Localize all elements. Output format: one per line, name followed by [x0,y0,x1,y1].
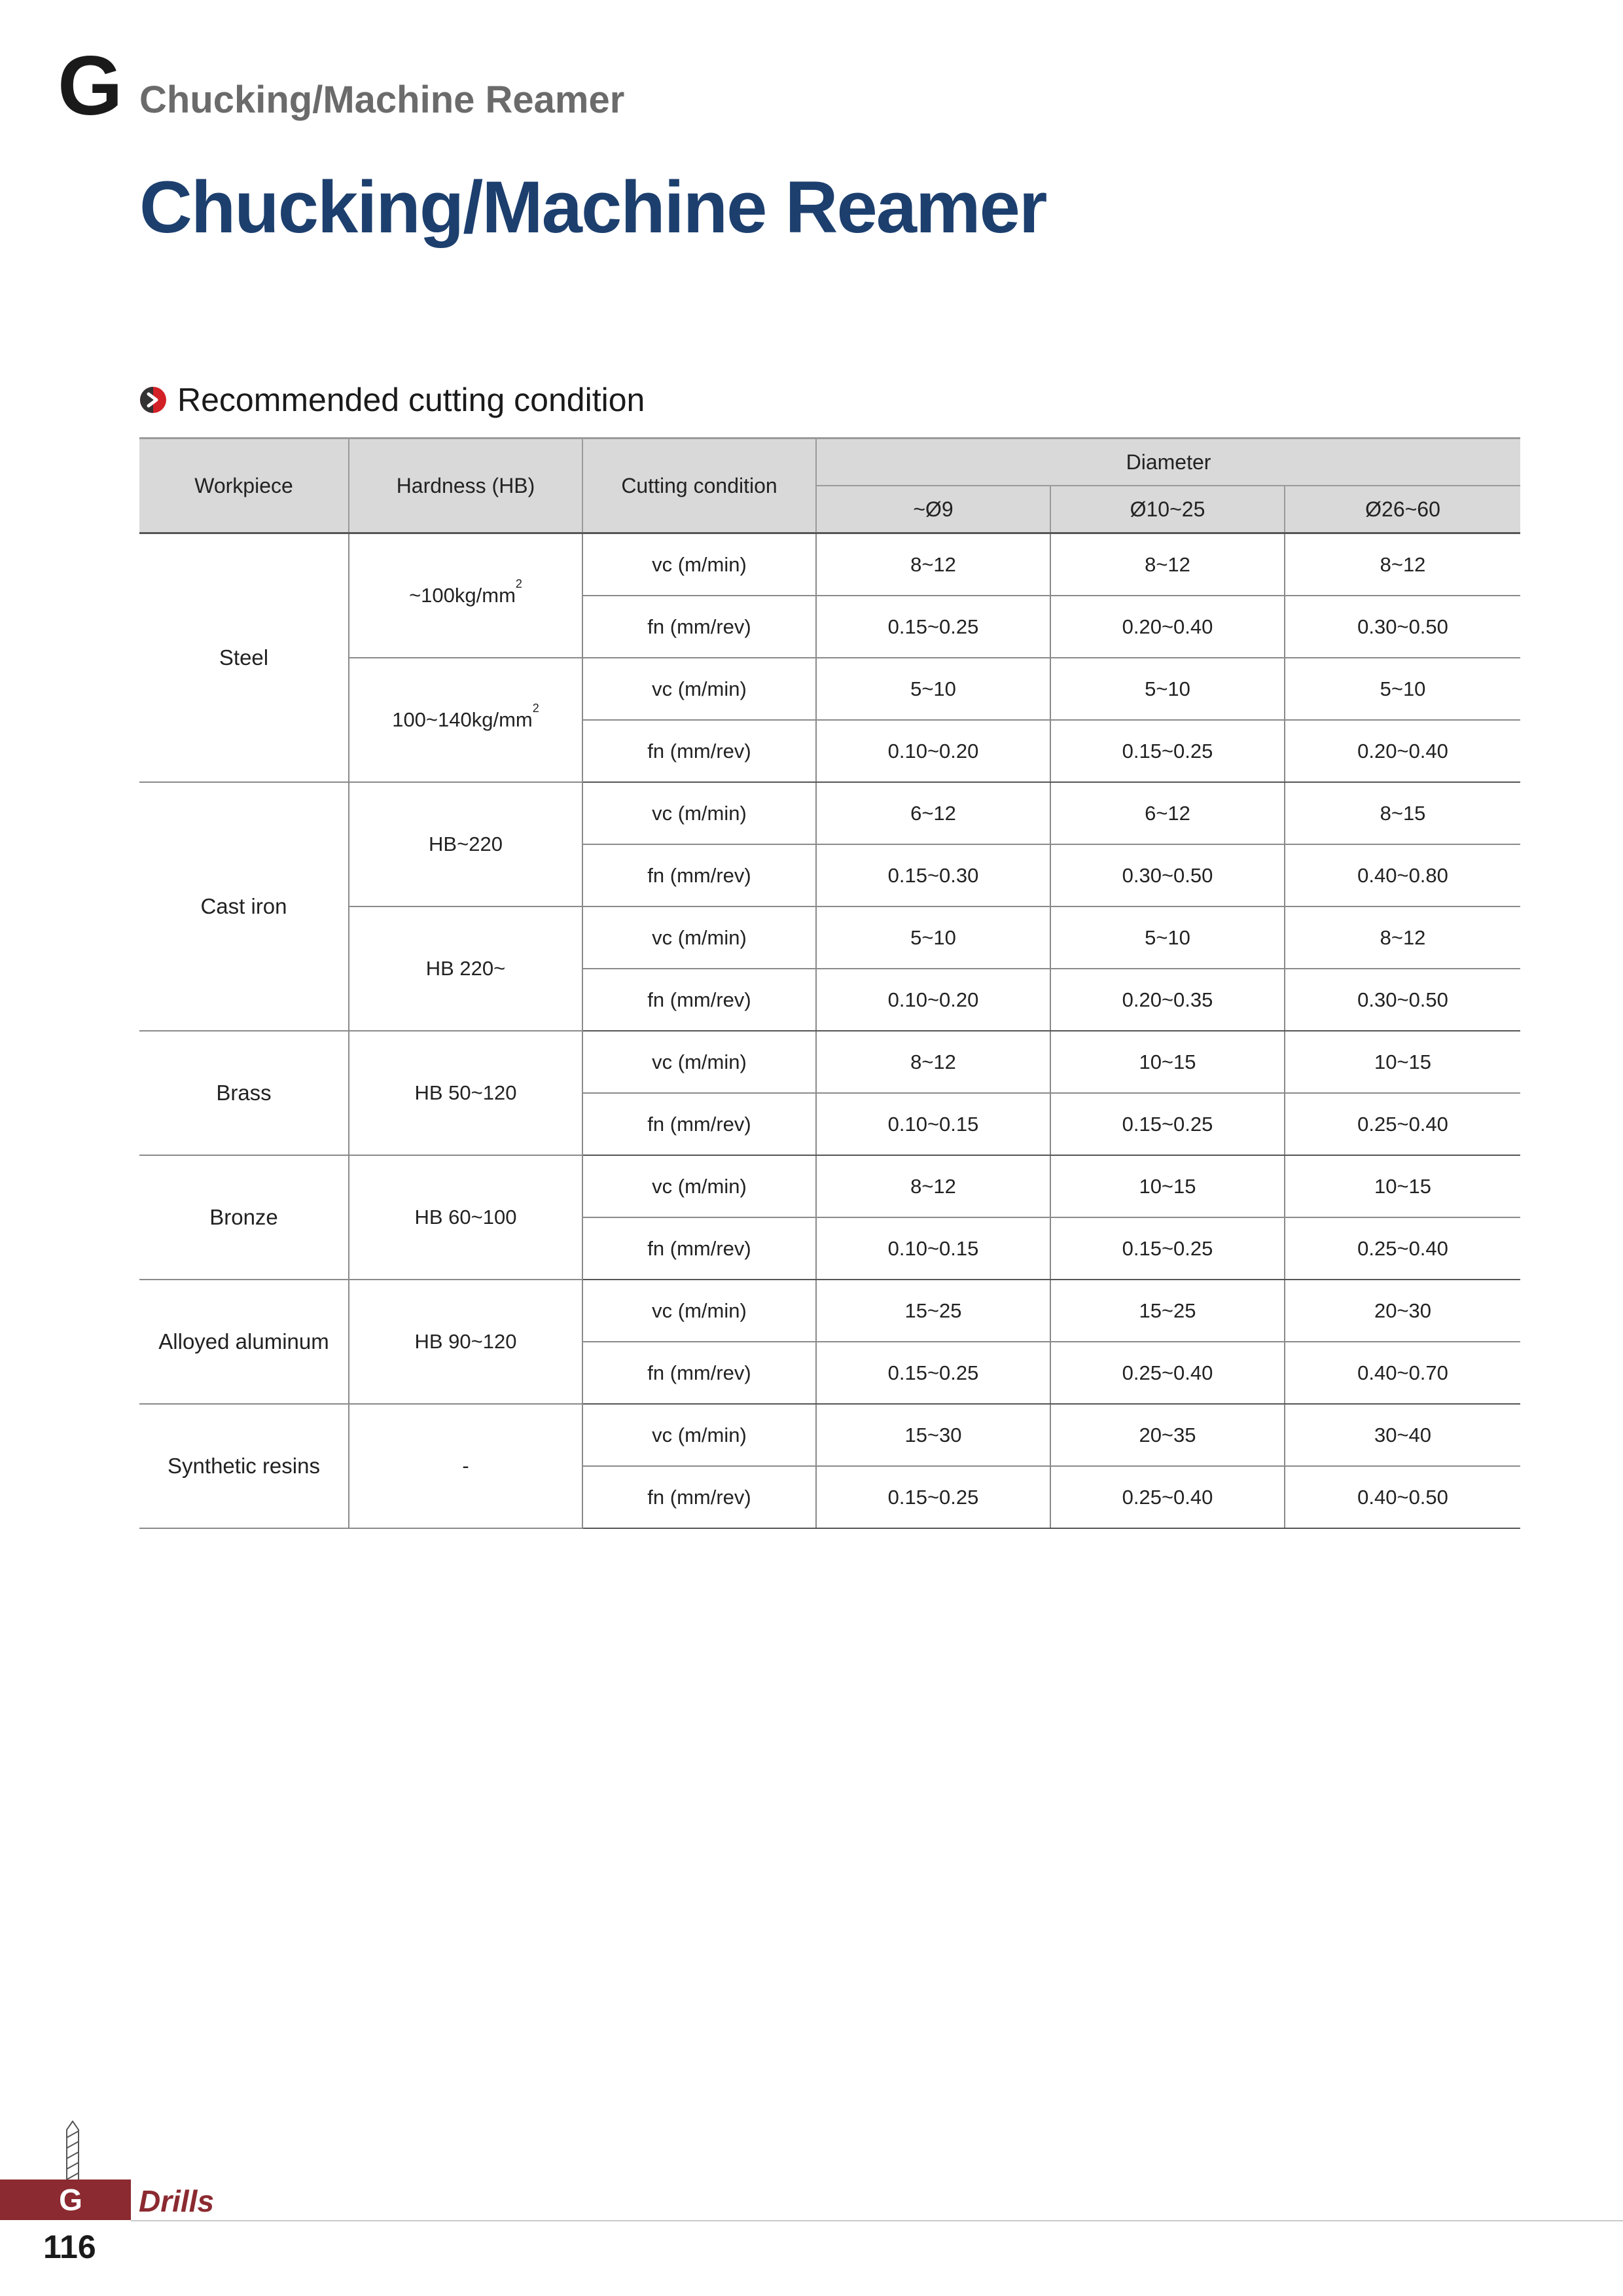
value-cell: 0.15~0.25 [816,596,1050,658]
workpiece-cell: Bronze [139,1155,349,1280]
section-title: Recommended cutting condition [177,382,645,418]
value-cell: 8~12 [816,1031,1050,1093]
value-cell: 6~12 [1050,782,1285,844]
value-cell: 5~10 [1050,906,1285,969]
value-cell: 8~15 [1285,782,1520,844]
cutting-condition-table [139,437,1520,1529]
value-cell: 0.15~0.30 [816,844,1050,906]
condition-cell: fn (mm/rev) [582,1342,816,1404]
header-workpiece: Workpiece [139,439,349,533]
value-cell: 0.10~0.15 [816,1093,1050,1155]
footer-divider [131,2220,1623,2221]
value-cell: 0.10~0.15 [816,1217,1050,1280]
header-cutting-condition: Cutting condition [582,439,816,533]
table-row [139,533,1520,596]
condition-cell: fn (mm/rev) [582,969,816,1031]
condition-cell: fn (mm/rev) [582,844,816,906]
hardness-cell: - [349,1404,582,1528]
condition-cell: fn (mm/rev) [582,1466,816,1528]
value-cell: 0.20~0.40 [1050,596,1285,658]
hardness-cell: HB~220 [349,782,582,906]
value-cell: 10~15 [1285,1155,1520,1217]
value-cell: 0.40~0.50 [1285,1466,1520,1528]
condition-cell: fn (mm/rev) [582,1217,816,1280]
table-row [139,782,1520,844]
condition-cell: vc (m/min) [582,533,816,596]
value-cell: 5~10 [816,906,1050,969]
hardness-cell: HB 220~ [349,906,582,1031]
value-cell: 0.15~0.25 [816,1342,1050,1404]
header-diameter-3: Ø26~60 [1285,486,1520,533]
table-row [139,1155,1520,1217]
header-diameter-1: ~Ø9 [816,486,1050,533]
page-number: 116 [43,2229,96,2265]
condition-cell: vc (m/min) [582,658,816,720]
page-title: Chucking/Machine Reamer [139,166,1046,248]
workpiece-cell: Cast iron [139,782,349,1031]
header-hardness: Hardness (HB) [349,439,582,533]
circle-arrow-icon [139,386,167,414]
value-cell: 15~25 [816,1280,1050,1342]
value-cell: 5~10 [1285,658,1520,720]
chapter-letter: G [58,39,120,133]
value-cell: 5~10 [816,658,1050,720]
value-cell: 0.15~0.25 [1050,720,1285,782]
workpiece-cell: Steel [139,533,349,783]
condition-cell: vc (m/min) [582,906,816,969]
value-cell: 0.40~0.80 [1285,844,1520,906]
condition-cell: fn (mm/rev) [582,720,816,782]
value-cell: 15~30 [816,1404,1050,1466]
header-diameter: Diameter [816,439,1520,486]
value-cell: 10~15 [1285,1031,1520,1093]
value-cell: 20~30 [1285,1280,1520,1342]
value-cell: 0.25~0.40 [1285,1217,1520,1280]
footer-tab-letter: G [59,2183,82,2217]
value-cell: 0.25~0.40 [1050,1466,1285,1528]
hardness-cell: HB 60~100 [349,1155,582,1280]
value-cell: 0.40~0.70 [1285,1342,1520,1404]
value-cell: 0.10~0.20 [816,720,1050,782]
value-cell: 30~40 [1285,1404,1520,1466]
condition-cell: fn (mm/rev) [582,1093,816,1155]
value-cell: 6~12 [816,782,1050,844]
value-cell: 0.15~0.25 [1050,1093,1285,1155]
value-cell: 5~10 [1050,658,1285,720]
header-diameter-2: Ø10~25 [1050,486,1285,533]
section-heading [139,380,645,420]
workpiece-cell: Alloyed aluminum [139,1280,349,1404]
hardness-cell: $100\sim 140kg/mm^2$ [349,658,582,782]
workpiece-cell: Synthetic resins [139,1404,349,1528]
value-cell: 0.30~0.50 [1285,596,1520,658]
table-row [139,1404,1520,1466]
running-title: Chucking/Machine Reamer [139,79,625,121]
value-cell: 8~12 [1050,533,1285,596]
value-cell: 8~12 [816,1155,1050,1217]
value-cell: 8~12 [1285,906,1520,969]
hardness-cell: HB 90~120 [349,1280,582,1404]
workpiece-cell: Brass [139,1031,349,1155]
value-cell: 0.25~0.40 [1050,1342,1285,1404]
condition-cell: vc (m/min) [582,1031,816,1093]
condition-cell: fn (mm/rev) [582,596,816,658]
value-cell: 8~12 [816,533,1050,596]
value-cell: 0.30~0.50 [1050,844,1285,906]
hardness-cell: $\sim 100kg/mm^2$ [349,533,582,658]
value-cell: 8~12 [1285,533,1520,596]
value-cell: 10~15 [1050,1031,1285,1093]
value-cell: 20~35 [1050,1404,1285,1466]
value-cell: 15~25 [1050,1280,1285,1342]
table-row [139,1280,1520,1342]
condition-cell: vc (m/min) [582,1155,816,1217]
condition-cell: vc (m/min) [582,1404,816,1466]
condition-cell: vc (m/min) [582,1280,816,1342]
hardness-cell: HB 50~120 [349,1031,582,1155]
value-cell: 0.15~0.25 [1050,1217,1285,1280]
value-cell: 0.20~0.40 [1285,720,1520,782]
value-cell: 0.25~0.40 [1285,1093,1520,1155]
footer-section-name: Drills [139,2184,215,2218]
value-cell: 0.15~0.25 [816,1466,1050,1528]
value-cell: 10~15 [1050,1155,1285,1217]
value-cell: 0.10~0.20 [816,969,1050,1031]
table-row [139,1031,1520,1093]
value-cell: 0.20~0.35 [1050,969,1285,1031]
condition-cell: vc (m/min) [582,782,816,844]
value-cell: 0.30~0.50 [1285,969,1520,1031]
